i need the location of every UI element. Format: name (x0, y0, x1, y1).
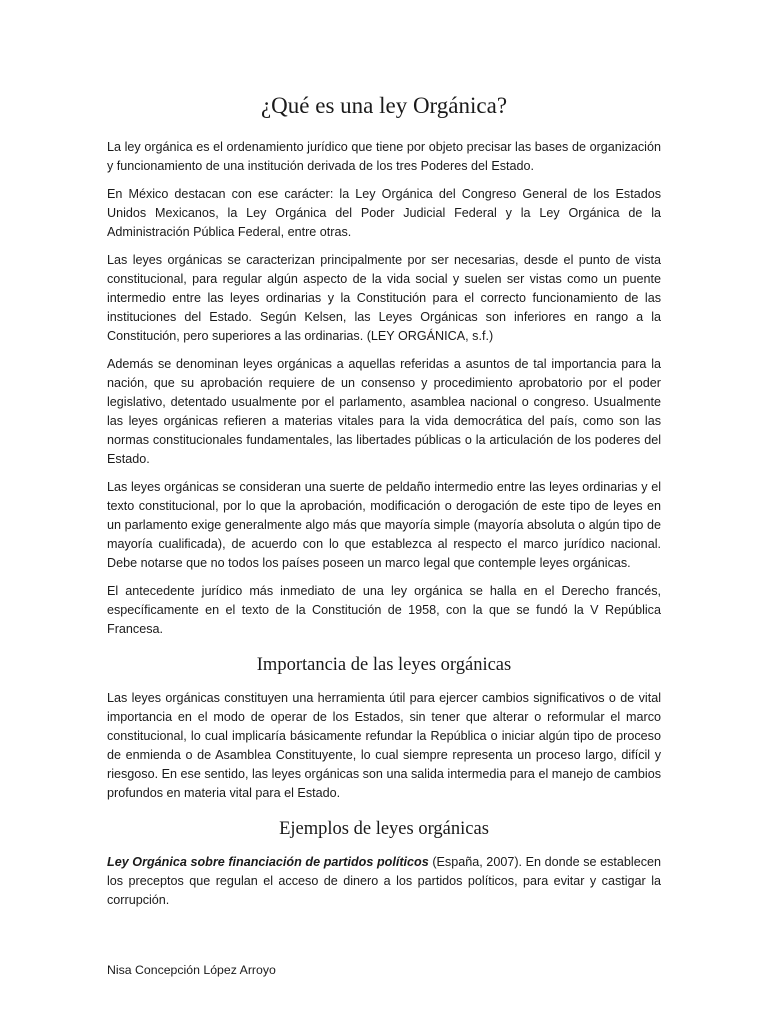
paragraph-importance: Las leyes orgánicas constituyen una herramienta útil para ejercer cambios significativos o de vital importancia en el modo de operar de los Estados, sin tener que alterar o reformular el marco constitucional, lo cual implicaría básicamente refundar la República o iniciar algún tipo de proceso de enmienda o de Asamblea Constituyente, lo cual siempre representa un proceso largo, difícil y riesgoso. En ese sentido, las leyes orgánicas son una salida intermedia para el manejo de cambios profundos en materia vital para el Estado. (107, 691, 661, 800)
document-page (107, 92, 661, 919)
document-title: ¿Qué es una ley Orgánica? (260, 93, 508, 118)
paragraph-mexico-examples: En México destacan con ese carácter: la Ley Orgánica del Congreso General de los Estados Unidos Mexicanos, la Ley Orgánica del Poder Judicial Federal y la Ley Orgánica de la Administración Pública Federal, entre otras. (107, 187, 661, 239)
paragraph-intermediate-step: Las leyes orgánicas se consideran una suerte de peldaño intermedio entre las leyes ordinarias y el texto constitucional, por lo que la aprobación, modificación o derogación de este tipo de leyes en un parlamento exige generalmente algo más que mayoría simple (mayoría absoluta o algún tipo de mayoría cualificada), de acuerdo con lo que establezca al respecto el marco jurídico nacional. Debe notarse que no todos los países poseen un marco legal que contemple leyes orgánicas. (107, 480, 661, 570)
footer-author: Nisa Concepción López Arroyo (107, 963, 276, 977)
example-law-description: (España, 2007). En donde se establecen los preceptos que regulan el acceso de dinero a los partidos políticos, para evitar y castigar la corrupción. (107, 855, 661, 907)
paragraph-example (107, 853, 661, 910)
paragraph-french-antecedent: El antecedente jurídico más inmediato de una ley orgánica se halla en el Derecho francés, específicamente en el texto de la Constitución de 1958, con la que se fundó la V República Francesa. (107, 584, 661, 636)
section-heading-examples: Ejemplos de leyes orgánicas (279, 819, 489, 839)
example-law-title: Ley Orgánica sobre financiación de partidos políticos (107, 855, 429, 869)
paragraph-importance-matters: Además se denominan leyes orgánicas a aquellas referidas a asuntos de tal importancia para la nación, que su aprobación requiere de un consenso y procedimiento aprobatorio por el poder legislativo, detentado usualmente por el parlamento, asamblea nacional o congreso. Usualmente las leyes orgánicas refieren a materias vitales para la vida democrática del país, como son las normas constitucionales fundamentales, las libertades públicas o la articulación de los poderes del Estado. (107, 357, 661, 466)
paragraph-characteristics: Las leyes orgánicas se caracterizan principalmente por ser necesarias, desde el punto de vista constitucional, para regular algún aspecto de la vida social y suelen ser vistas como un puente intermedio entre las leyes ordinarias y la Constitución para el correcto funcionamiento de las instituciones del Estado. Según Kelsen, las Leyes Orgánicas son inferiores en rango a la Constitución, pero superiores a las ordinarias. (LEY ORGÁNICA, s.f.) (107, 253, 661, 343)
section-heading-importance: Importancia de las leyes orgánicas (256, 655, 512, 675)
paragraph-definition: La ley orgánica es el ordenamiento jurídico que tiene por objeto precisar las bases de organización y funcionamiento de una institución derivada de los tres Poderes del Estado. (107, 140, 661, 173)
